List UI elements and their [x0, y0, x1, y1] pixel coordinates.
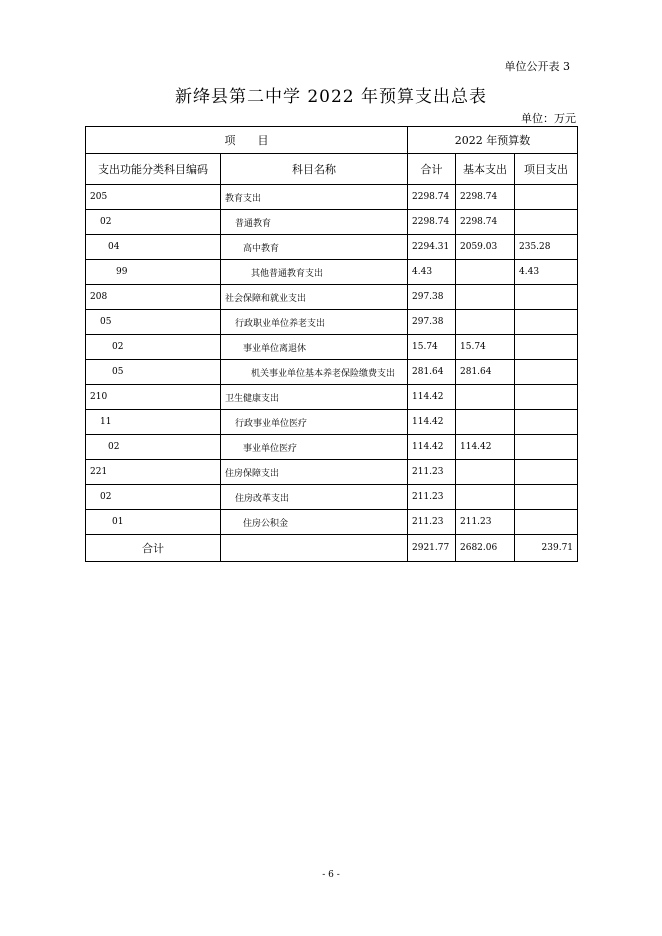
row-basic: 2059.03: [456, 235, 515, 260]
row-name: 住房公积金: [221, 510, 408, 535]
row-name: 普通教育: [221, 210, 408, 235]
header-row-2: [86, 154, 578, 185]
row-code: 02: [86, 335, 221, 360]
row-name: 卫生健康支出: [221, 385, 408, 410]
row-code: 01: [86, 510, 221, 535]
row-code: 05: [86, 310, 221, 335]
row-project: [515, 410, 578, 435]
table-row: [86, 510, 578, 535]
table-row: [86, 410, 578, 435]
row-total: 114.42: [408, 410, 456, 435]
header-item: 项 目: [86, 127, 408, 154]
row-total: 114.42: [408, 435, 456, 460]
row-project: [515, 435, 578, 460]
row-project: [515, 310, 578, 335]
row-project: [515, 385, 578, 410]
row-total: 2298.74: [408, 210, 456, 235]
totals-label: 合计: [86, 535, 221, 562]
row-code: 205: [86, 185, 221, 210]
row-code: 99: [86, 260, 221, 285]
row-name: 机关事业单位基本养老保险缴费支出: [221, 360, 408, 385]
row-name: 其他普通教育支出: [221, 260, 408, 285]
table-row: [86, 435, 578, 460]
table-row: [86, 385, 578, 410]
table-row: [86, 360, 578, 385]
budget-table: [85, 126, 578, 562]
row-total: 4.43: [408, 260, 456, 285]
row-code: 05: [86, 360, 221, 385]
row-code: 02: [86, 210, 221, 235]
row-code: 02: [86, 435, 221, 460]
row-project: 4.43: [515, 260, 578, 285]
row-basic: [456, 385, 515, 410]
header-project: 项目支出: [515, 154, 578, 185]
totals-project: 239.71: [515, 535, 578, 562]
header-basic: 基本支出: [456, 154, 515, 185]
row-code: 11: [86, 410, 221, 435]
row-total: 15.74: [408, 335, 456, 360]
row-code: 02: [86, 485, 221, 510]
row-basic: 15.74: [456, 335, 515, 360]
form-label: 单位公开表 3: [504, 60, 570, 73]
row-total: 114.42: [408, 385, 456, 410]
row-total: 211.23: [408, 485, 456, 510]
row-total: 281.64: [408, 360, 456, 385]
table-row: [86, 260, 578, 285]
header-budget-year: 2022 年预算数: [408, 127, 578, 154]
row-total: 297.38: [408, 285, 456, 310]
row-code: 210: [86, 385, 221, 410]
totals-basic: 2682.06: [456, 535, 515, 562]
row-total: 2294.31: [408, 235, 456, 260]
page-title: 新绛县第二中学 2022 年预算支出总表: [174, 87, 488, 107]
table-row: [86, 285, 578, 310]
table-row: [86, 485, 578, 510]
table-row: [86, 210, 578, 235]
row-basic: 281.64: [456, 360, 515, 385]
row-basic: 2298.74: [456, 210, 515, 235]
row-project: [515, 210, 578, 235]
row-basic: [456, 460, 515, 485]
row-project: [515, 460, 578, 485]
row-name: 住房保障支出: [221, 460, 408, 485]
page-number: - 6 -: [322, 870, 340, 880]
row-name: 事业单位离退休: [221, 335, 408, 360]
row-code: 208: [86, 285, 221, 310]
row-basic: 211.23: [456, 510, 515, 535]
row-name: 事业单位医疗: [221, 435, 408, 460]
row-basic: [456, 260, 515, 285]
row-total: 2298.74: [408, 185, 456, 210]
row-name: 行政职业单位养老支出: [221, 310, 408, 335]
table-row: [86, 310, 578, 335]
header-total: 合计: [408, 154, 456, 185]
unit-label: 单位：万元: [521, 112, 576, 125]
row-name: 教育支出: [221, 185, 408, 210]
table-row: [86, 460, 578, 485]
row-project: [515, 185, 578, 210]
totals-name-cell: [221, 535, 408, 562]
table-row: [86, 335, 578, 360]
row-basic: 2298.74: [456, 185, 515, 210]
row-code: 221: [86, 460, 221, 485]
row-basic: [456, 410, 515, 435]
totals-row: [86, 535, 578, 562]
row-project: [515, 360, 578, 385]
header-name: 科目名称: [221, 154, 408, 185]
row-basic: 114.42: [456, 435, 515, 460]
row-project: [515, 285, 578, 310]
row-total: 211.23: [408, 460, 456, 485]
row-basic: [456, 485, 515, 510]
row-project: [515, 510, 578, 535]
table-row: [86, 185, 578, 210]
row-basic: [456, 285, 515, 310]
row-total: 297.38: [408, 310, 456, 335]
row-basic: [456, 310, 515, 335]
row-total: 211.23: [408, 510, 456, 535]
table-row: [86, 235, 578, 260]
header-code: 支出功能分类科目编码: [86, 154, 221, 185]
row-project: [515, 485, 578, 510]
row-code: 04: [86, 235, 221, 260]
row-name: 社会保障和就业支出: [221, 285, 408, 310]
row-name: 高中教育: [221, 235, 408, 260]
row-name: 行政事业单位医疗: [221, 410, 408, 435]
row-project: 235.28: [515, 235, 578, 260]
row-name: 住房改革支出: [221, 485, 408, 510]
header-row-1: [86, 127, 578, 154]
totals-total: 2921.77: [408, 535, 456, 562]
row-project: [515, 335, 578, 360]
